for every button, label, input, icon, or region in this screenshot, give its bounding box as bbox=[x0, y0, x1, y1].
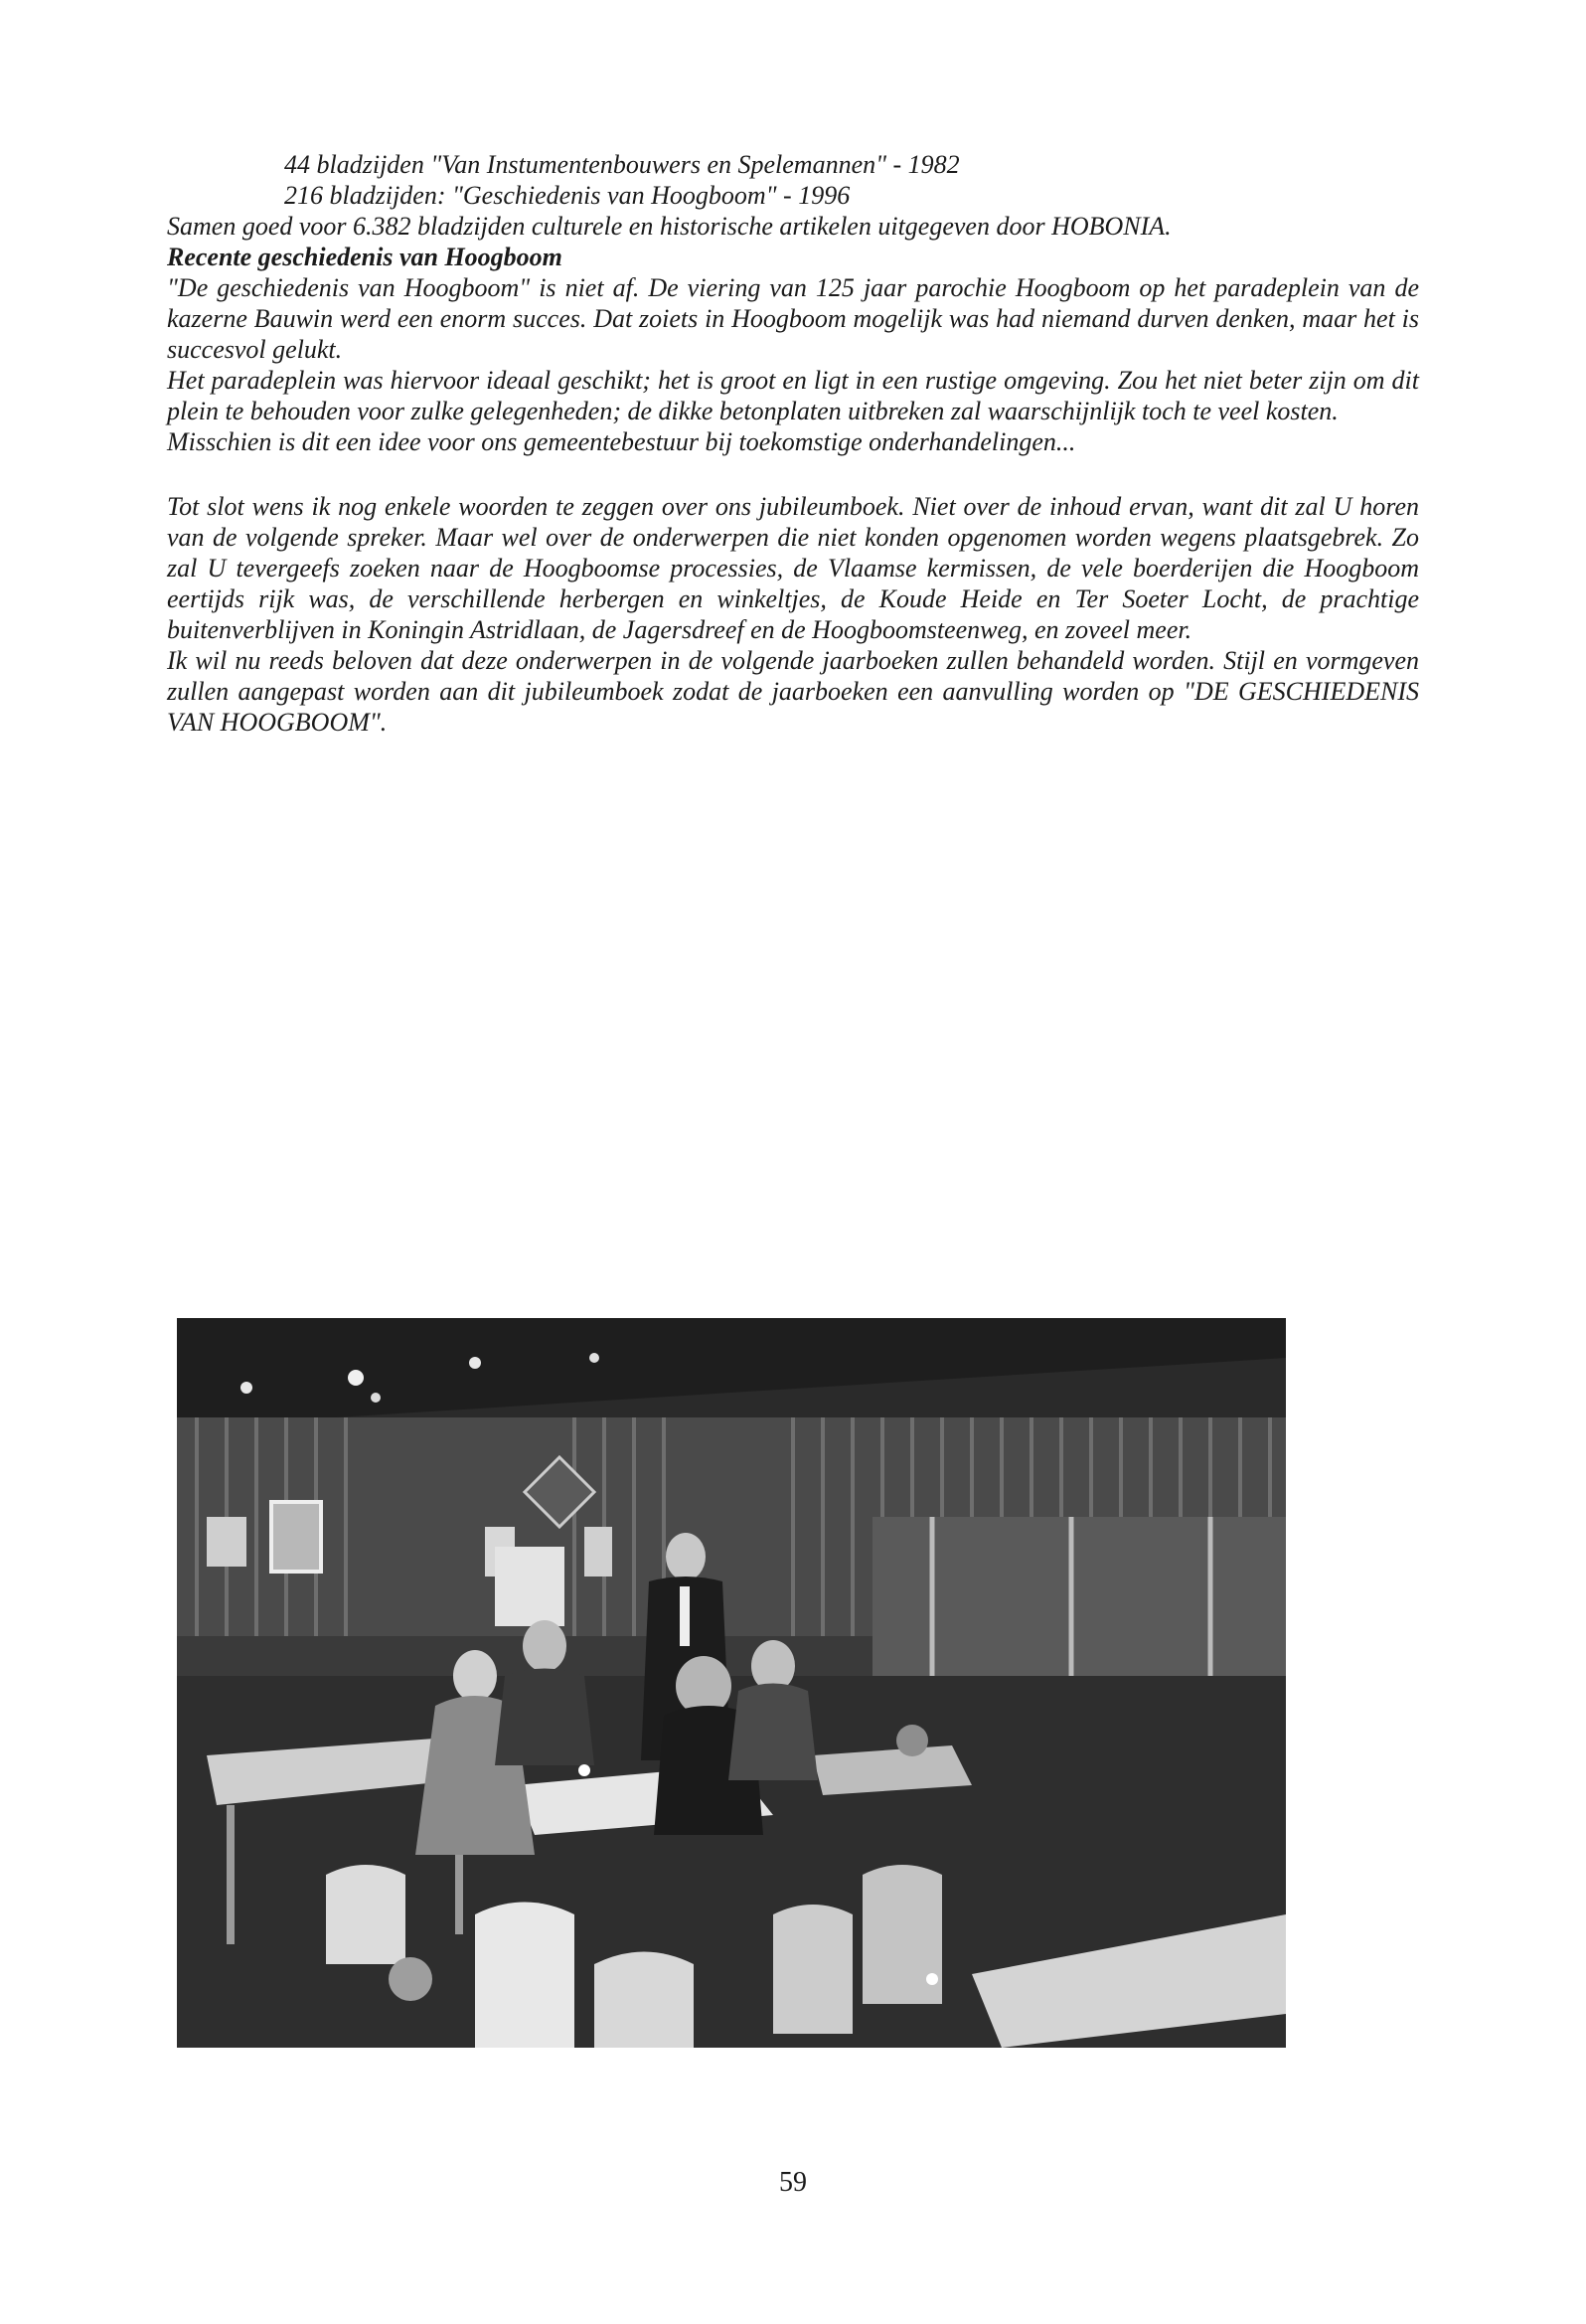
candle-light bbox=[926, 1973, 938, 1985]
paragraph-3: Misschien is dit een idee voor ons gemeentebestuur bij toekomstige onderhandelingen... bbox=[167, 427, 1076, 456]
page-number: 59 bbox=[779, 2167, 807, 2198]
paragraph-5: Ik wil nu reeds beloven dat deze onderwerpen in de volgende jaarboeken zullen behandeld worden. Stijl en vormgeven zullen aangepast worden aan dit jubileumboek zodat de jaarboeken een aanvulling worden op "DE GESCHIEDENIS VAN HOOGBOOM". bbox=[167, 646, 1419, 737]
chair bbox=[326, 1865, 405, 1964]
person-head bbox=[666, 1533, 706, 1580]
list-line-1: 44 bladzijden "Van Instumentenbouwers en Spelemannen" - 1982 bbox=[284, 150, 960, 179]
ceiling-light bbox=[469, 1357, 481, 1369]
paragraph-gap bbox=[167, 457, 1419, 491]
wall-picture bbox=[207, 1517, 246, 1567]
chair bbox=[475, 1903, 574, 2049]
person-seated-center bbox=[495, 1669, 594, 1766]
ceiling-light bbox=[589, 1353, 599, 1363]
section-heading: Recente geschiedenis van Hoogboom bbox=[167, 243, 562, 271]
wall-panel bbox=[495, 1547, 564, 1626]
ceiling-light bbox=[240, 1382, 252, 1394]
wall-picture bbox=[271, 1502, 321, 1572]
paragraph-2: Het paradeplein was hiervoor ideaal geschikt; het is groot en ligt in een rustige omgeving. Zou het niet beter zijn om dit plein te behouden voor zulke gelegenheden; de dikke betonplaten uitbreken zal waarschijnlijk toch te veel kosten. bbox=[167, 366, 1419, 425]
chair bbox=[773, 1905, 853, 2034]
wall-poster bbox=[584, 1527, 612, 1577]
text-column bbox=[167, 149, 1419, 738]
person-head bbox=[453, 1650, 497, 1702]
paragraph-4: Tot slot wens ik nog enkele woorden te zeggen over ons jubileumboek. Niet over de inhoud ervan, want dit zal U horen van de volgende spreker. Maar wel over de onderwerpen die niet konden opgenomen worden wegens plaatsgebrek. Zo zal U tevergeefs zoeken naar de Hoogboomse processies, de Vlaamse kermissen, de vele boerderijen die Hoogboom eertijds rijk was, de verschillende herbergen en winkeltjes, de Koude Heide en Ter Soeter Locht, de prachtige buitenverblijven in Koningin Astridlaan, de Jagersdreef en de Hoogboomsteenweg, en zoveel meer. bbox=[167, 492, 1419, 644]
paragraph-1: "De geschiedenis van Hoogboom" is niet af. De viering van 125 jaar parochie Hoogboom op het paradeplein van de kazerne Bauwin werd een enorm succes. Dat zoiets in Hoogboom mogelijk was had niemand durven denken, maar het is succesvol gelukt. bbox=[167, 273, 1419, 364]
ceiling-light bbox=[348, 1370, 364, 1386]
flower-bouquet bbox=[896, 1725, 928, 1756]
list-line-2: 216 bladzijden: "Geschiedenis van Hoogboom" - 1996 bbox=[284, 181, 851, 210]
chair bbox=[594, 1952, 694, 2049]
photo-illustration bbox=[177, 1318, 1286, 2048]
table-leg bbox=[227, 1805, 235, 1944]
ceiling-light bbox=[371, 1393, 381, 1403]
person-seated-right bbox=[728, 1684, 818, 1781]
photo-restaurant-interior bbox=[177, 1318, 1286, 2048]
person-head bbox=[523, 1620, 566, 1672]
shirt bbox=[680, 1586, 690, 1646]
summary-line: Samen goed voor 6.382 bladzijden culturele en historische artikelen uitgegeven door HOBONIA. bbox=[167, 212, 1172, 241]
flower-bouquet bbox=[389, 1957, 432, 2001]
candle-light bbox=[578, 1764, 590, 1776]
